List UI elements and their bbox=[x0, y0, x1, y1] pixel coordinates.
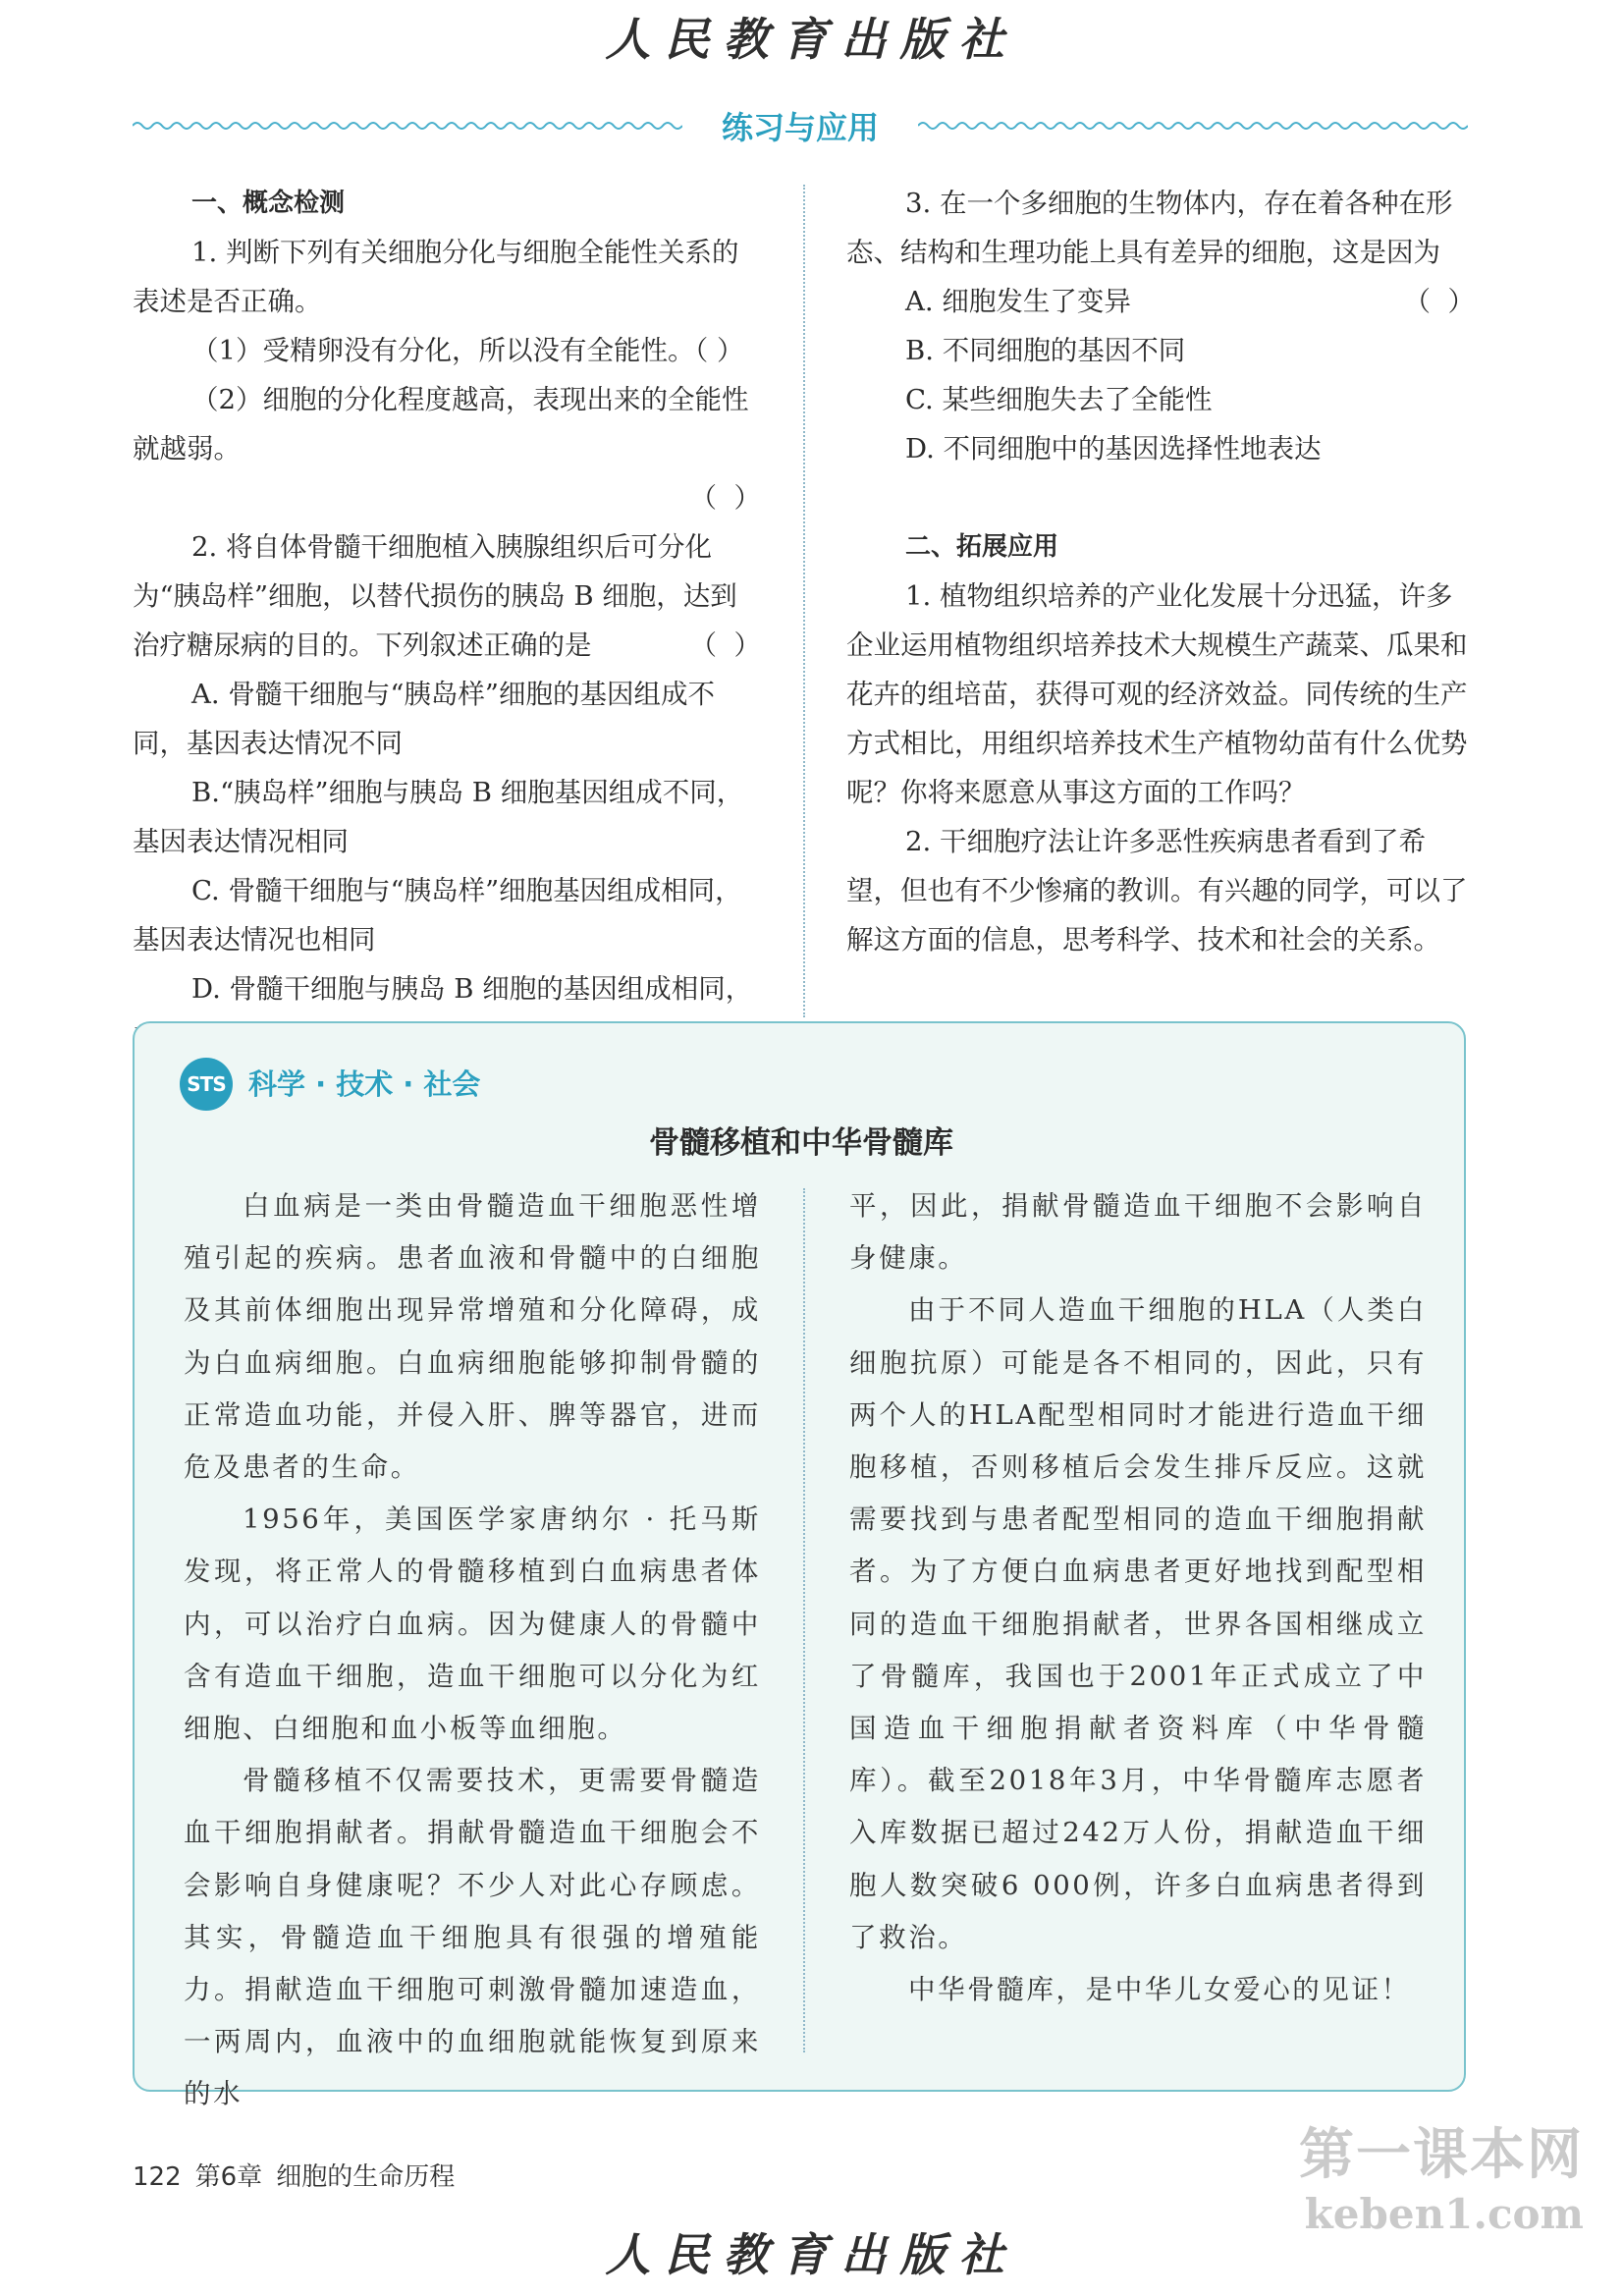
sts-reading-box bbox=[133, 1021, 1466, 2110]
sts-category-label: 科学 · 技术 · 社会 bbox=[248, 1067, 481, 1101]
sts-column-divider bbox=[803, 1188, 805, 2052]
sts-column-right bbox=[849, 1180, 1427, 2016]
sts-paragraph: 平，因此，捐献骨髓造血干细胞不会影响自身健康。 bbox=[849, 1190, 1427, 1275]
sts-column-left bbox=[184, 1180, 761, 2121]
sts-badge-icon: STS bbox=[180, 1058, 233, 1111]
question-2-option-d: D. 骨髓干细胞与胰岛 B 细胞的基因组成相同， bbox=[191, 973, 753, 1005]
answer-parentheses: （ ） bbox=[689, 629, 761, 661]
question-3-option-a: A. 细胞发生了变异 bbox=[905, 286, 1131, 317]
question-2-option-c: C. 骨髓干细胞与“胰岛样”细胞基因组成相同，基因表达情况也相同 bbox=[133, 875, 742, 956]
question-2-option-a: A. 骨髓干细胞与“胰岛样”细胞的基因组成不同，基因表达情况不同 bbox=[133, 679, 715, 759]
sts-paragraph: 中华骨髓库，是中华儿女爱心的见证！ bbox=[908, 1974, 1411, 2006]
publisher-logo-top: 人民教育出版社 bbox=[605, 13, 1018, 66]
sts-paragraph: 白血病是一类由骨髓造血干细胞恶性增殖引起的疾病。患者血液和骨髓中的白细胞及其前体细胞出现异常增殖和分化障碍，成为白血病细胞。白血病细胞能够抑制骨髓的正常造血功能，并侵入肝、脾等器官，进而危及患者的生命。 bbox=[184, 1190, 761, 1484]
chapter-number: 第6章 bbox=[194, 2162, 263, 2192]
question-3-stem: 3. 在一个多细胞的生物体内，存在着各种在形态、结构和生理功能上具有差异的细胞，这是因为 （ ） bbox=[846, 179, 1475, 277]
page-number: 122 bbox=[133, 2162, 182, 2192]
question-3-option-d: D. 不同细胞中的基因选择性地表达 bbox=[905, 433, 1322, 465]
extension-item-1: 1. 植物组织培养的产业化发展十分迅猛，许多企业运用植物组织培养技术大规模生产蔬菜、瓜果和花卉的组培苗，获得可观的经济效益。同传统的生产方式相比，用组织培养技术生产植物幼苗有什么优势呢？你将来愿意从事这方面的工作吗？ bbox=[846, 580, 1468, 808]
page-footer bbox=[133, 2157, 468, 2193]
concept-check-heading: 一、概念检测 bbox=[191, 189, 346, 218]
question-2-stem: 2. 将自体骨髓干细胞植入胰腺组织后可分化为“胰岛样”细胞，以替代损伤的胰岛 B 细胞，达到治疗糖尿病的目的。下列叙述正确的是 （ ） bbox=[133, 522, 761, 670]
section-header bbox=[133, 106, 1468, 149]
exercise-column-right bbox=[846, 179, 1475, 964]
chapter-title: 细胞的生命历程 bbox=[276, 2162, 456, 2192]
question-3-option-b: B. 不同细胞的基因不同 bbox=[905, 335, 1186, 366]
answer-parentheses: （ ） bbox=[689, 482, 761, 514]
answer-row bbox=[133, 473, 761, 522]
watermark-url: keben1.com bbox=[1304, 2190, 1584, 2238]
question-3-option-c: C. 某些细胞失去了全能性 bbox=[905, 384, 1213, 415]
exercise-column-left bbox=[133, 179, 761, 1063]
wavy-rule-right bbox=[918, 118, 1468, 134]
section-title: 练习与应用 bbox=[721, 109, 879, 146]
sts-article-title: 骨髓移植和中华骨髓库 bbox=[649, 1125, 953, 1161]
answer-parentheses: （ ） bbox=[1403, 286, 1475, 317]
question-1-stem: 1. 判断下列有关细胞分化与细胞全能性关系的表述是否正确。 bbox=[133, 237, 739, 317]
question-1-item-2: （2）细胞的分化程度越高，表现出来的全能性就越弱。 bbox=[133, 384, 749, 465]
publisher-logo-bottom: 人民教育出版社 bbox=[605, 2228, 1018, 2281]
sts-paragraph: 由于不同人造血干细胞的HLA（人类白细胞抗原）可能是各不相同的，因此，只有两个人的HLA配型相同时才能进行造血干细胞移植，否则移植后会发生排斥反应。这就需要找到与患者配型相同的造血干细胞捐献者。为了方便白血病患者更好地找到配型相同的造血干细胞捐献者，世界各国相继成立了骨髓库，我国也于2001年正式成立了中国造血干细胞捐献者资料库（中华骨髓库）。截至2018年3月，中华骨髓库志愿者入库数据已超过242万人份，捐献造血干细胞人数突破6 000例，许多白血病患者得到了救治。 bbox=[849, 1294, 1427, 1953]
extended-application-heading: 二、拓展应用 bbox=[905, 532, 1059, 562]
watermark-text: 第一课本网 bbox=[1299, 2123, 1584, 2187]
wavy-rule-left bbox=[133, 118, 682, 134]
sts-paragraph: 1956年，美国医学家唐纳尔 · 托马斯发现，将正常人的骨髓移植到白血病患者体内，可以治疗白血病。因为健康人的骨髓中含有造血干细胞，造血干细胞可以分化为红细胞、白细胞和血小板等血细胞。 bbox=[184, 1503, 761, 1745]
question-2-option-b: B.“胰岛样”细胞与胰岛 B 细胞基因组成不同，基因表达情况相同 bbox=[133, 777, 744, 857]
sts-paragraph: 骨髓移植不仅需要技术，更需要骨髓造血干细胞捐献者。捐献骨髓造血干细胞会不会影响自身健康呢？不少人对此心存顾虑。其实，骨髓造血干细胞具有很强的增殖能力。捐献造血干细胞可刺激骨髓加速造血，一两周内，血液中的血细胞就能恢复到原来的水 bbox=[184, 1765, 761, 2110]
question-1-item-1: （1）受精卵没有分化，所以没有全能性。（ ） bbox=[191, 335, 744, 366]
extension-item-2: 2. 干细胞疗法让许多恶性疾病患者看到了希望，但也有不少惨痛的教训。有兴趣的同学，可以了解这方面的信息，思考科学、技术和社会的关系。 bbox=[846, 826, 1468, 956]
column-divider bbox=[803, 185, 805, 1017]
